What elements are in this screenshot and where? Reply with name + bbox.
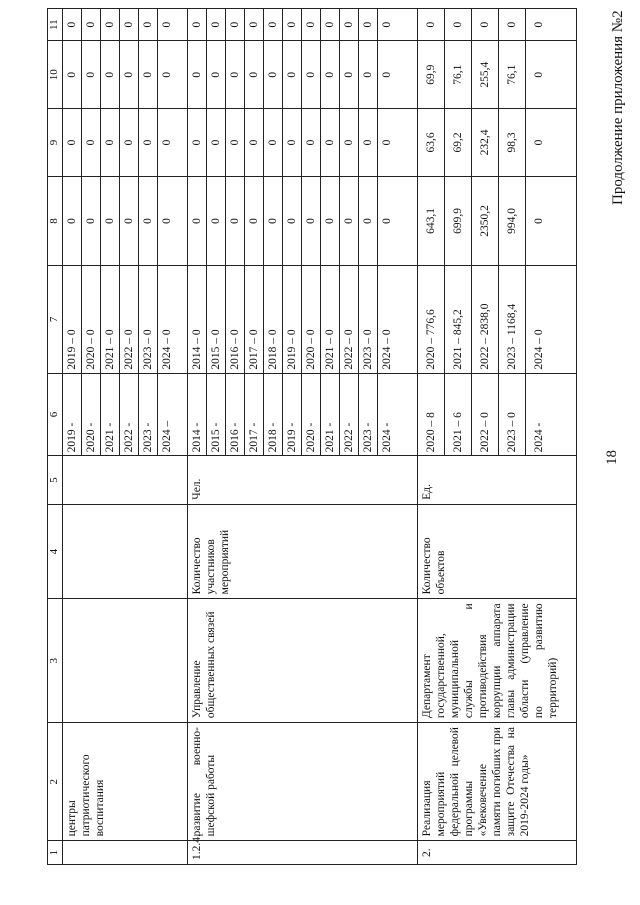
value-line: 0 <box>264 109 283 176</box>
activity-name: развитие военно-шефской работы <box>188 723 417 841</box>
value-line: 0 <box>63 9 82 40</box>
value-line: 0 <box>302 109 321 176</box>
value-line: 0 <box>302 41 321 108</box>
value-line: 0 <box>302 177 321 265</box>
value-line: 0 <box>82 177 101 265</box>
yearly-values-cell <box>188 41 417 109</box>
value-line: 2020 – 0 <box>82 266 101 373</box>
value-line: 98,3 <box>498 109 525 176</box>
indicator-name <box>63 504 188 599</box>
value-line: 2020 – 776,6 <box>418 266 445 373</box>
value-line: 0 <box>340 9 359 40</box>
value-line: 0 <box>188 109 207 176</box>
value-line: 0 <box>139 41 158 108</box>
column-number: 1 <box>48 841 63 865</box>
value-line: 2022 – 0 <box>340 266 359 373</box>
value-line: 0 <box>418 9 445 40</box>
value-line: 2350,2 <box>471 177 498 265</box>
value-line: 0 <box>532 139 545 146</box>
yearly-values-cell <box>417 176 576 265</box>
column-number: 8 <box>48 176 63 265</box>
value-line: 0 <box>139 9 158 40</box>
unit-of-measure: Ед. <box>417 456 576 504</box>
value-line: 994,0 <box>498 177 525 265</box>
value-line: 2021 - <box>321 374 340 456</box>
indicator-name: Количество объектов <box>417 504 576 599</box>
value-line: 0 <box>63 109 82 176</box>
value-line: 232,4 <box>471 109 498 176</box>
executor-name: Департамент государственной, муниципальной службы и противодействия коррупции аппарата главы администрации области (управление по развитию территорий) <box>417 599 576 723</box>
value-line: 2021 – 845,2 <box>444 266 471 373</box>
column-number: 6 <box>48 373 63 456</box>
activity-name: Реализация мероприятий федеральной целевой программы «Увековечение памяти погибших при защите Отечества на 2019-2024 годы» <box>417 723 576 841</box>
value-line: 2023 – 0 <box>359 266 378 373</box>
value-line: 0 <box>188 41 207 108</box>
value-line: 0 <box>340 41 359 108</box>
value-line: 2016 - <box>226 374 245 456</box>
page-number: 18 <box>604 450 620 465</box>
value-line: 0 <box>321 177 340 265</box>
value-line: 0 <box>101 41 120 108</box>
executor-name: Управление общественных связей <box>188 599 417 723</box>
value-line: 2022 - <box>120 374 139 456</box>
value-line: 0 <box>101 177 120 265</box>
column-number: 4 <box>48 504 63 599</box>
value-line: 0 <box>359 109 378 176</box>
value-line: 0 <box>471 9 498 40</box>
value-line: 2022 – 2838,0 <box>471 266 498 373</box>
column-number: 5 <box>48 456 63 504</box>
value-line: 2018 – 0 <box>264 266 283 373</box>
value-line: 0 <box>188 9 207 40</box>
yearly-values-cell <box>63 373 188 456</box>
value-line: 0 <box>264 177 283 265</box>
value-line: 2023 - <box>139 374 158 456</box>
value-line: 0 <box>283 177 302 265</box>
value-line: 0 <box>226 41 245 108</box>
yearly-values-cell <box>188 266 417 374</box>
value-line: 2022 – 0 <box>471 374 498 456</box>
value-line: 0 <box>359 177 378 265</box>
yearly-values-cell <box>63 176 188 265</box>
value-line: 0 <box>82 9 101 40</box>
value-line: 76,1 <box>444 41 471 108</box>
item-number <box>63 841 188 865</box>
value-line: 2015 – 0 <box>207 266 226 373</box>
value-line: 0 <box>139 109 158 176</box>
indicator-name: Количество участников мероприятий <box>188 504 417 599</box>
value-line: 0 <box>264 41 283 108</box>
value-line: 2017 – 0 <box>245 266 264 373</box>
value-line: 0 <box>161 21 173 28</box>
value-line: 0 <box>283 9 302 40</box>
value-line: 0 <box>321 109 340 176</box>
value-line: 2019 - <box>63 374 82 456</box>
value-line: 0 <box>245 41 264 108</box>
value-line: 76,1 <box>498 41 525 108</box>
executor-name <box>63 599 188 723</box>
value-line: 2022 – 0 <box>120 266 139 373</box>
value-line: 2024 – <box>161 420 173 453</box>
yearly-values-cell <box>417 9 576 41</box>
value-line: 2024 - <box>381 422 394 453</box>
value-line: 0 <box>444 9 471 40</box>
value-line: 0 <box>139 177 158 265</box>
yearly-values-cell <box>63 41 188 109</box>
value-line: 0 <box>532 71 545 78</box>
value-line: 0 <box>82 109 101 176</box>
value-line: 0 <box>207 177 226 265</box>
value-line: 63,6 <box>418 109 445 176</box>
table-row <box>417 9 576 865</box>
item-number: 2. <box>417 841 576 865</box>
value-line: 0 <box>226 177 245 265</box>
value-line: 2024 – 0 <box>161 329 173 370</box>
value-line: 0 <box>245 109 264 176</box>
table-row <box>63 9 188 865</box>
value-line: 0 <box>302 9 321 40</box>
column-number: 3 <box>48 599 63 723</box>
yearly-values-cell <box>417 109 576 177</box>
value-line: 0 <box>321 9 340 40</box>
value-line: 0 <box>532 218 545 224</box>
value-line: 69,2 <box>444 109 471 176</box>
yearly-values-cell <box>417 41 576 109</box>
value-line: 2019 – 0 <box>283 266 302 373</box>
value-line: 2019 - <box>283 374 302 456</box>
value-line: 0 <box>381 218 394 224</box>
value-line: 2015 - <box>207 374 226 456</box>
value-line: 2018 - <box>264 374 283 456</box>
value-line: 0 <box>161 218 173 224</box>
value-line: 0 <box>161 139 173 146</box>
value-line: 0 <box>381 139 394 146</box>
value-line: 0 <box>120 177 139 265</box>
value-line: 0 <box>188 177 207 265</box>
column-number: 11 <box>48 9 63 41</box>
value-line: 2022 - <box>340 374 359 456</box>
value-line: 2014 – 0 <box>188 266 207 373</box>
value-line: 2024 – 0 <box>532 329 545 370</box>
value-line: 0 <box>226 9 245 40</box>
value-line: 2024 – 0 <box>381 329 394 370</box>
activity-name: центры патриотического воспитания <box>63 723 188 841</box>
value-line: 2020 - <box>302 374 321 456</box>
continuation-label: Продолжение приложения №2 <box>610 10 626 205</box>
yearly-values-cell <box>63 9 188 41</box>
value-line: 0 <box>381 71 394 78</box>
yearly-values-cell <box>417 373 576 456</box>
value-line: 0 <box>120 9 139 40</box>
value-line: 0 <box>340 177 359 265</box>
value-line: 0 <box>226 109 245 176</box>
value-line: 2020 – 8 <box>418 374 445 456</box>
value-line: 2023 – 0 <box>139 266 158 373</box>
value-line: 255,4 <box>471 41 498 108</box>
value-line: 0 <box>120 41 139 108</box>
value-line: 0 <box>63 177 82 265</box>
value-line: 0 <box>101 9 120 40</box>
value-line: 2017 - <box>245 374 264 456</box>
yearly-values-cell <box>188 109 417 177</box>
value-line: 643,1 <box>418 177 445 265</box>
value-line: 0 <box>207 41 226 108</box>
yearly-values-cell <box>188 176 417 265</box>
item-number: 1.2.4. <box>188 841 417 865</box>
value-line: 699,9 <box>444 177 471 265</box>
yearly-values-cell <box>63 109 188 177</box>
value-line: 2019 – 0 <box>63 266 82 373</box>
value-line: 2020 – 0 <box>302 266 321 373</box>
value-line: 2014 - <box>188 374 207 456</box>
column-number-row <box>48 9 63 865</box>
value-line: 0 <box>381 21 394 28</box>
value-line: 2024 - <box>532 422 545 453</box>
value-line: 0 <box>340 109 359 176</box>
column-number: 2 <box>48 723 63 841</box>
value-line: 2016 – 0 <box>226 266 245 373</box>
value-line: 0 <box>532 21 545 28</box>
column-number: 9 <box>48 109 63 177</box>
column-number: 10 <box>48 41 63 109</box>
yearly-values-cell <box>188 9 417 41</box>
value-line: 2023 – 1168,4 <box>498 266 525 373</box>
value-line: 0 <box>498 9 525 40</box>
value-line: 0 <box>82 41 101 108</box>
column-number: 7 <box>48 266 63 374</box>
value-line: 0 <box>63 41 82 108</box>
value-line: 0 <box>245 9 264 40</box>
unit-of-measure: Чел. <box>188 456 417 504</box>
value-line: 0 <box>207 9 226 40</box>
yearly-values-cell <box>188 373 417 456</box>
table-row <box>188 9 417 865</box>
value-line: 2021 – 0 <box>321 266 340 373</box>
appendix-table <box>47 8 577 865</box>
value-line: 2020 - <box>82 374 101 456</box>
yearly-values-cell <box>63 266 188 374</box>
value-line: 0 <box>207 109 226 176</box>
value-line: 2021 – 0 <box>101 266 120 373</box>
yearly-values-cell <box>417 266 576 374</box>
value-line: 0 <box>283 41 302 108</box>
value-line: 2023 – 0 <box>498 374 525 456</box>
value-line: 0 <box>101 109 120 176</box>
value-line: 2023 - <box>359 374 378 456</box>
value-line: 0 <box>321 41 340 108</box>
value-line: 0 <box>283 109 302 176</box>
value-line: 69,9 <box>418 41 445 108</box>
value-line: 0 <box>120 109 139 176</box>
value-line: 0 <box>264 9 283 40</box>
value-line: 2021 - <box>101 374 120 456</box>
value-line: 0 <box>245 177 264 265</box>
value-line: 0 <box>161 71 173 78</box>
value-line: 0 <box>359 41 378 108</box>
unit-of-measure <box>63 456 188 504</box>
value-line: 0 <box>359 9 378 40</box>
value-line: 2021 – 6 <box>444 374 471 456</box>
